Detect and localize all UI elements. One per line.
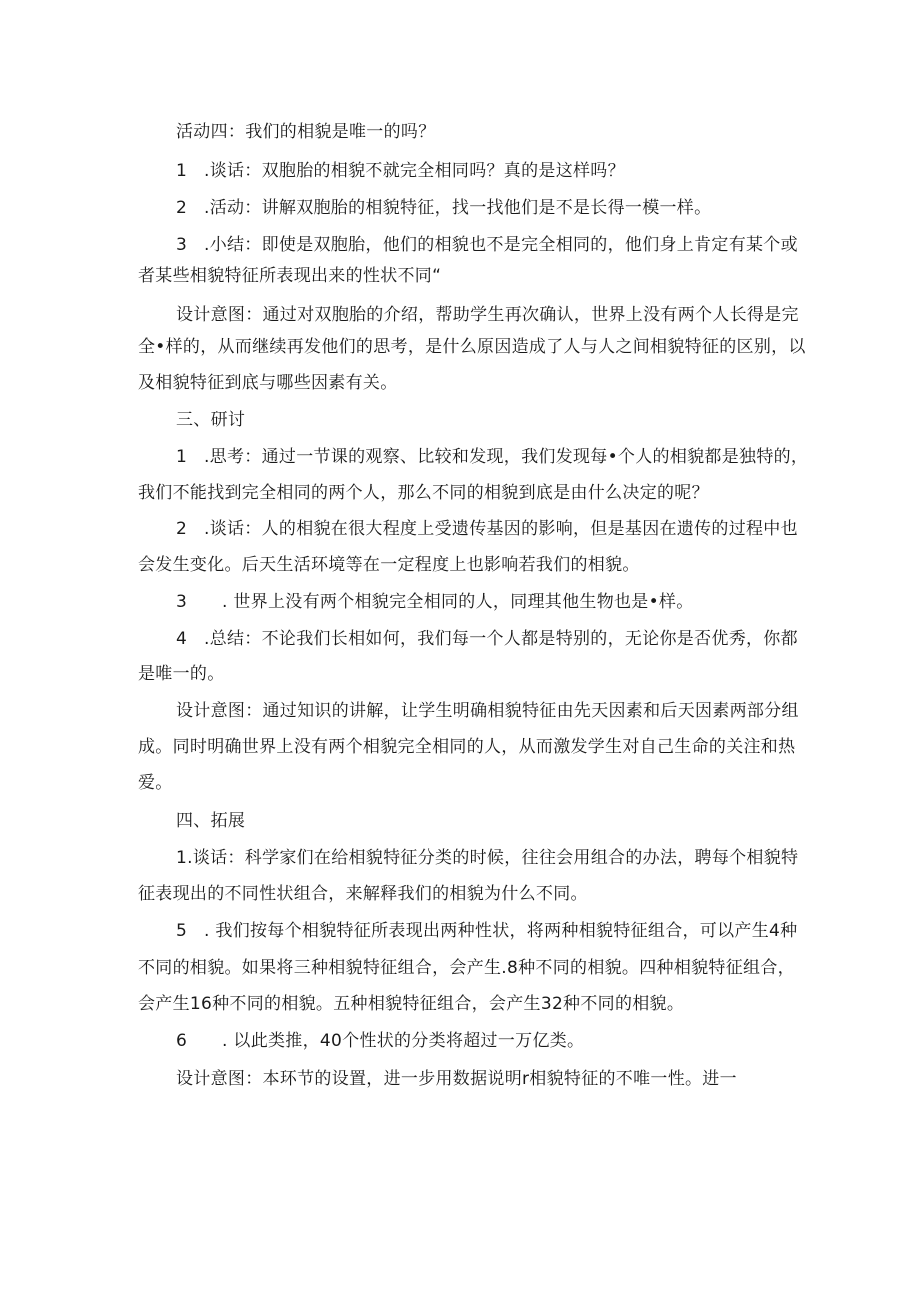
item-number: 1 <box>176 161 188 181</box>
item-text: . 以此类推，40个性状的分类将超过一万亿类。 <box>222 1031 585 1051</box>
item-number: 6 <box>176 1031 188 1051</box>
item-number: 2 <box>176 198 188 218</box>
design-intent-paragraph: 全•样的，从而继续再发他们的思考，是什么原因造成了人与人之间相貌特征的区别，以 <box>138 337 806 357</box>
item-number: 4 <box>176 629 188 649</box>
item-text: . 我们按每个相貌特征所表现出两种性状，将两种相貌特征组合，可以产生4种 <box>204 921 798 941</box>
list-item-continuation: 会发生变化。后天生活环境等在一定程度上也影响若我们的相貌。 <box>138 555 640 575</box>
design-intent-paragraph: 及相貌特征到底与哪些因素有关。 <box>138 373 398 393</box>
list-item <box>176 446 808 468</box>
list-item-continuation: 我们不能找到完全相同的两个人，那么不同的相貌到底是由什么决定的呢？ <box>138 483 709 503</box>
section4-heading: 四、拓展 <box>176 811 246 831</box>
list-item-continuation: 会产生16种不同的相貌。五种相貌特征组合，会产生32种不同的相貌。 <box>138 994 685 1014</box>
list-item: 1.谈话：科学家们在给相貌特征分类的时候，往往会用组合的办法，聘每个相貌特 <box>176 848 799 868</box>
activity4-heading: 活动四：我们的相貌是唯一的吗？ <box>176 122 436 142</box>
list-item <box>176 234 798 256</box>
item-text: .小结：即使是双胞胎，他们的相貌也不是完全相同的，他们身上肯定有某个或 <box>204 235 798 255</box>
list-item <box>176 920 797 942</box>
list-item-continuation: 不同的相貌。如果将三种相貌特征组合，会产生.8种不同的相貌。四种相貌特征组合， <box>138 958 795 978</box>
list-item-continuation: 征表现出的不同性状组合，来解释我们的相貌为什么不同。 <box>138 884 588 904</box>
item-text: .总结：不论我们长相如何，我们每一个人都是特别的，无论你是否优秀，你都 <box>204 629 798 649</box>
item-number: 1 <box>176 447 188 467</box>
design-intent-paragraph: 设计意图：通过对双胞胎的介绍，帮助学生再次确认，世界上没有两个人长得是完 <box>176 305 799 325</box>
list-item <box>176 160 625 182</box>
list-item <box>176 518 798 540</box>
item-text: . 世界上没有两个相貌完全相同的人，同理其他生物也是•样。 <box>222 592 694 612</box>
design-intent-paragraph: 爱。 <box>138 773 173 793</box>
design-intent-paragraph: 设计意图：本环节的设置，进一步用数据说明r相貌特征的不唯一性。进一 <box>176 1069 737 1089</box>
item-text: .谈话：人的相貌在很大程度上受遗传基因的影响，但是基因在遗传的过程中也 <box>204 519 798 539</box>
design-intent-paragraph: 成。同时明确世界上没有两个相貌完全相同的人，从而激发学生对自己生命的关注和热 <box>138 737 796 757</box>
list-item <box>176 628 798 650</box>
item-number: 2 <box>176 519 188 539</box>
design-intent-paragraph: 设计意图：通过知识的讲解，让学生明确相貌特征由先天因素和后天因素两部分组 <box>176 701 799 721</box>
section3-heading: 三、研讨 <box>176 410 246 430</box>
item-text: .思考：通过一节课的观察、比较和发现，我们发现每•个人的相貌都是独特的， <box>204 447 809 467</box>
list-item <box>176 197 711 219</box>
item-number: 3 <box>176 592 188 612</box>
item-text: .谈话：双胞胎的相貌不就完全相同吗？真的是这样吗？ <box>204 161 625 181</box>
item-text: .活动：讲解双胞胎的相貌特征，找一找他们是不是长得一模一样。 <box>204 198 712 218</box>
list-item <box>176 1030 584 1052</box>
list-item-continuation: 者某些相貌特征所表现出来的性状不同“ <box>138 266 442 286</box>
item-number: 5 <box>176 921 188 941</box>
list-item-continuation: 是唯一的。 <box>138 664 225 684</box>
list-item <box>176 591 694 613</box>
item-number: 3 <box>176 235 188 255</box>
